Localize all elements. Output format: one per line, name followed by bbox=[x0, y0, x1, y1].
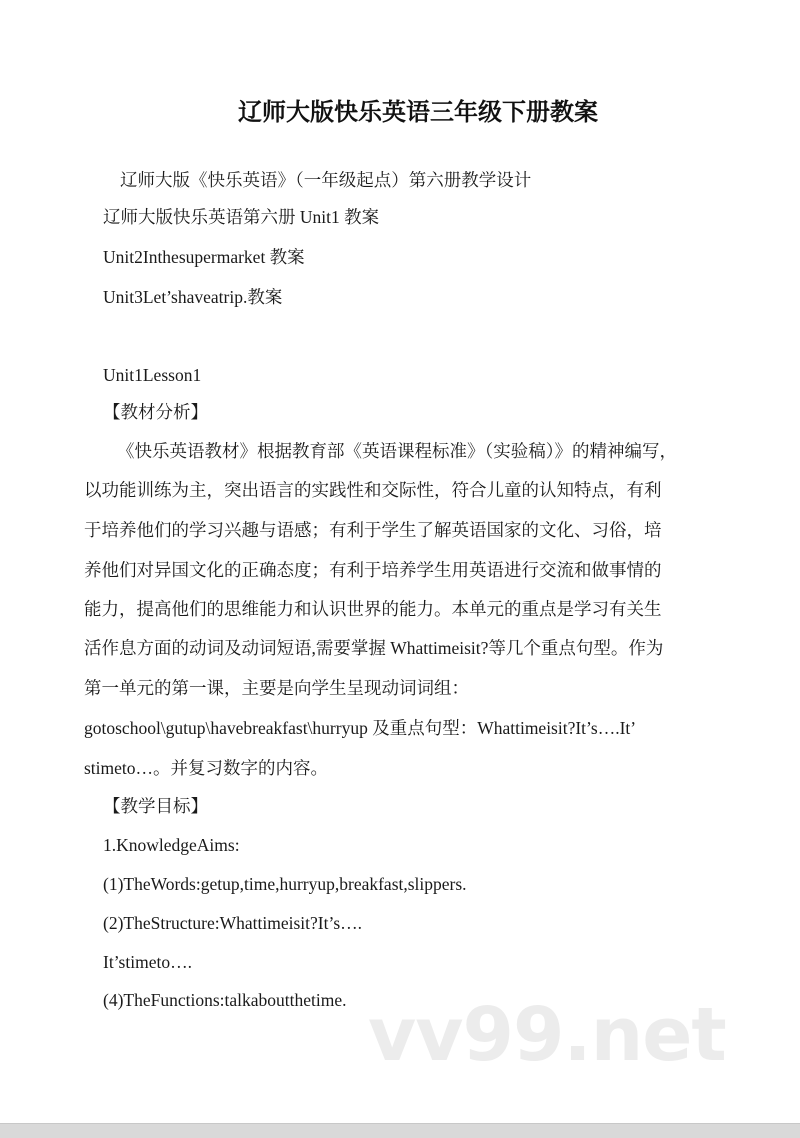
intro-line: 辽师大版快乐英语第六册 Unit1 教案 bbox=[103, 207, 380, 227]
aims-line: (2)TheStructure:Whattimeisit?It’s…. bbox=[103, 913, 363, 933]
paragraph-line: 第一单元的第一课，主要是向学生呈现动词词组： bbox=[84, 678, 469, 698]
paragraph-line: 养他们对异国文化的正确态度；有利于培养学生用英语进行交流和做事情的 bbox=[84, 560, 662, 580]
aims-line: It’stimeto…. bbox=[103, 952, 192, 972]
paragraph-line: stimeto…。并复习数字的内容。 bbox=[84, 758, 329, 778]
lesson-heading: Unit1Lesson1 bbox=[103, 365, 202, 385]
section-heading: 【教学目标】 bbox=[103, 796, 208, 816]
aims-line: (4)TheFunctions:talkaboutthetime. bbox=[103, 990, 347, 1010]
intro-line: 辽师大版《快乐英语》（一年级起点）第六册教学设计 bbox=[120, 170, 532, 190]
intro-line: Unit3Let’shaveatrip.教案 bbox=[103, 287, 283, 307]
paragraph-line: gotoschool\gutup\havebreakfast\hurryup 及重点句型：Whattimeisit?It’s….It’ bbox=[84, 718, 637, 738]
document-title: 辽师大版快乐英语三年级下册教案 bbox=[238, 98, 598, 126]
aims-line: 1.KnowledgeAims: bbox=[103, 835, 240, 855]
paragraph-line: 能力，提高他们的思维能力和认识世界的能力。本单元的重点是学习有关生 bbox=[84, 599, 662, 619]
intro-line: Unit2Inthesupermarket 教案 bbox=[103, 247, 305, 267]
paragraph-line: 活作息方面的动词及动词短语,需要掌握 Whattimeisit?等几个重点句型。作为 bbox=[84, 638, 664, 658]
page-gap-bar bbox=[0, 1123, 800, 1138]
paragraph-line: 以功能训练为主，突出语言的实践性和交际性，符合儿童的认知特点，有利 bbox=[84, 480, 662, 500]
paragraph-line: 于培养他们的学习兴趣与语感；有利于学生了解英语国家的文化、习俗，培 bbox=[84, 520, 662, 540]
watermark: vv99.net bbox=[368, 992, 726, 1078]
paragraph-line: 《快乐英语教材》根据教育部《英语课程标准》（实验稿）》的精神编写， bbox=[117, 441, 677, 461]
section-heading: 【教材分析】 bbox=[103, 402, 208, 422]
aims-line: (1)TheWords:getup,time,hurryup,breakfast,slippers. bbox=[103, 874, 467, 894]
